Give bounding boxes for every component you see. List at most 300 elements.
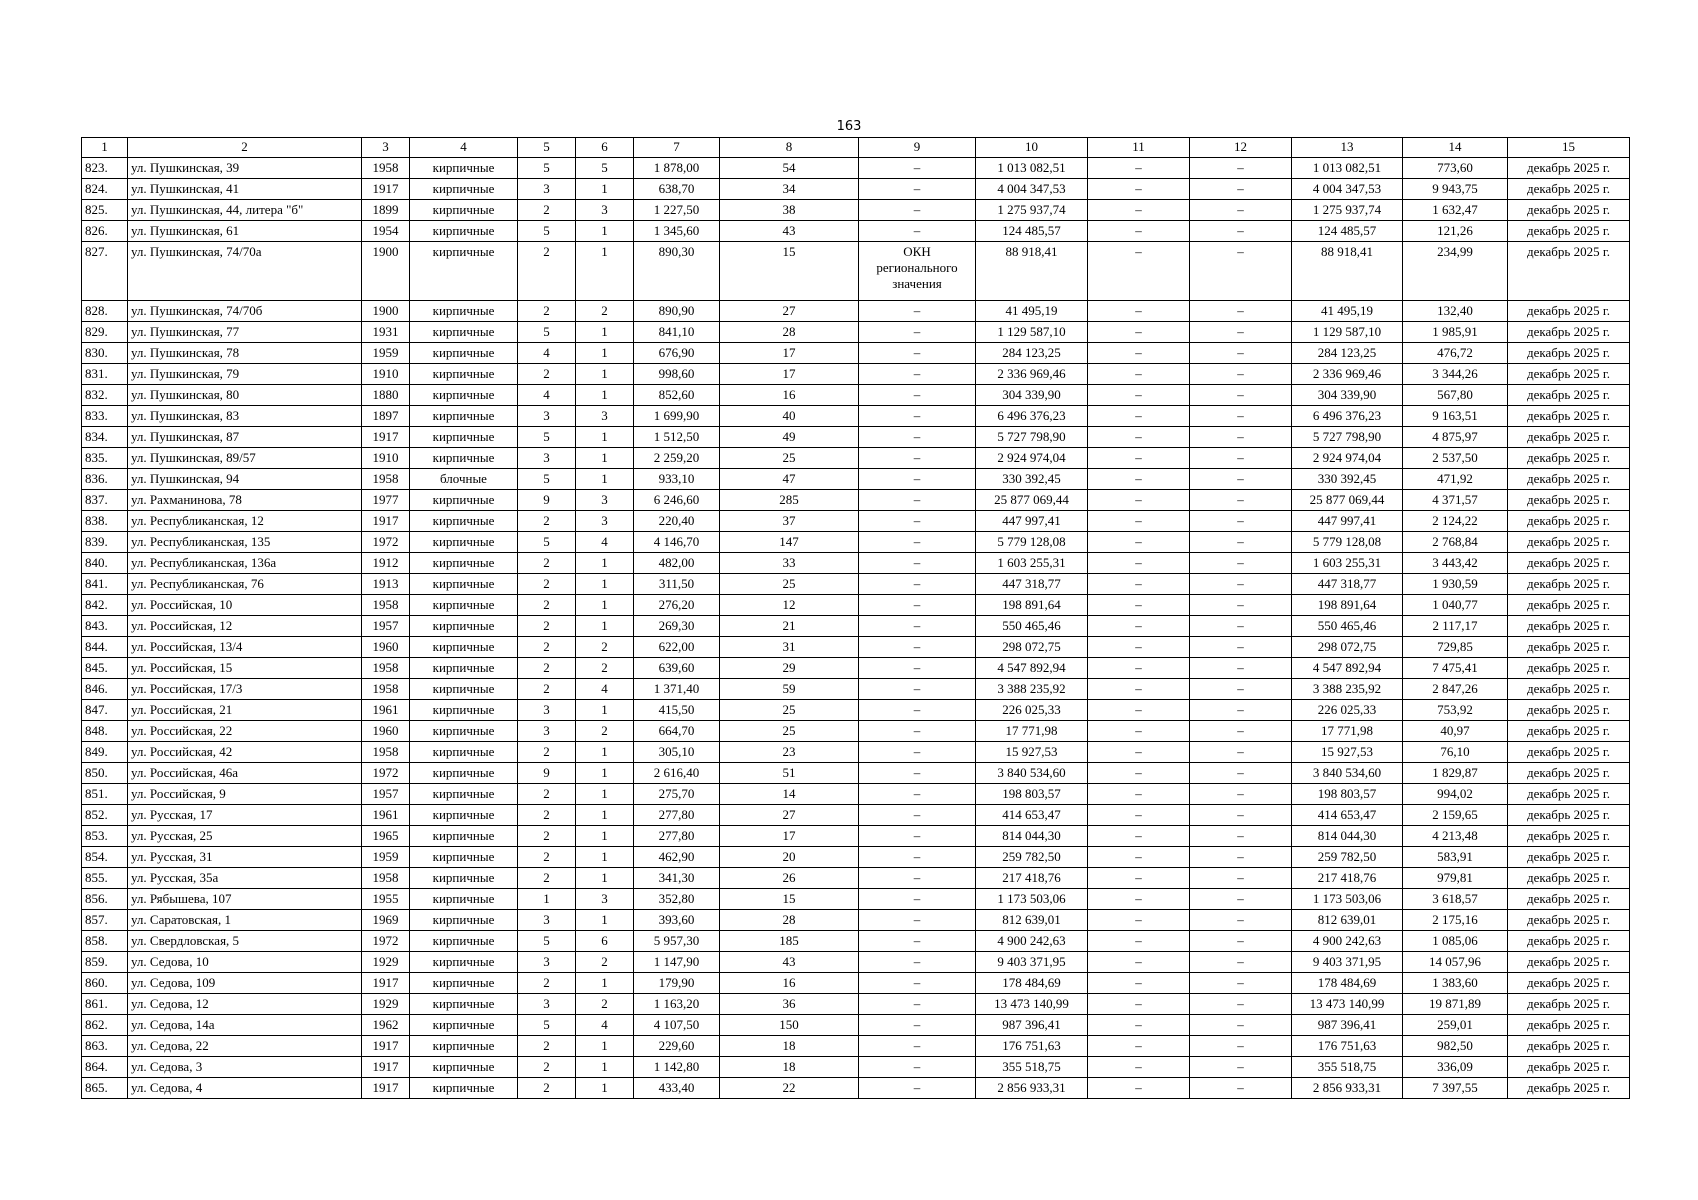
table-cell: 275,70 [634,784,720,805]
table-cell: ул. Свердловская, 5 [128,931,362,952]
table-cell: 76,10 [1403,742,1508,763]
table-cell: 178 484,69 [976,973,1088,994]
table-cell: ул. Седова, 109 [128,973,362,994]
table-row [82,889,1630,910]
table-cell: 341,30 [634,868,720,889]
table-row [82,200,1630,221]
table-cell: 19 871,89 [1403,994,1508,1015]
table-cell: 1962 [362,1015,410,1036]
table-cell: 33 [720,553,859,574]
table-cell: 1910 [362,364,410,385]
table-cell: – [859,721,976,742]
table-cell: – [859,490,976,511]
table-cell: 185 [720,931,859,952]
table-cell: 3 [576,200,634,221]
table-cell: 852,60 [634,385,720,406]
table-cell: 1 [576,322,634,343]
table-cell: ул. Пушкинская, 44, литера "б" [128,200,362,221]
table-cell: 2 336 969,46 [976,364,1088,385]
table-cell: ул. Русская, 31 [128,847,362,868]
table-cell: 2 117,17 [1403,616,1508,637]
table-cell: 3 388 235,92 [1292,679,1403,700]
table-cell: – [1190,721,1292,742]
table-cell: 855. [82,868,128,889]
column-header: 12 [1190,138,1292,158]
table-cell: 1 163,20 [634,994,720,1015]
table-cell: 1 [576,763,634,784]
table-cell: 178 484,69 [1292,973,1403,994]
column-header: 7 [634,138,720,158]
table-cell: 4 146,70 [634,532,720,553]
table-row [82,553,1630,574]
table-cell: блочные [410,469,518,490]
table-cell: 4 107,50 [634,1015,720,1036]
table-cell: декабрь 2025 г. [1508,221,1630,242]
table-cell: – [1190,511,1292,532]
table-cell: – [1190,490,1292,511]
table-cell: – [1190,1036,1292,1057]
column-header: 13 [1292,138,1403,158]
table-cell: – [1190,322,1292,343]
table-cell: – [1088,158,1190,179]
table-cell: 2 [518,679,576,700]
table-cell: декабрь 2025 г. [1508,910,1630,931]
table-cell: декабрь 2025 г. [1508,721,1630,742]
table-cell: кирпичные [410,511,518,532]
table-cell: 23 [720,742,859,763]
table-cell: 1917 [362,179,410,200]
table-cell: – [1088,721,1190,742]
table-cell: 1958 [362,469,410,490]
table-cell: 2 259,20 [634,448,720,469]
table-cell: 36 [720,994,859,1015]
table-cell: 1929 [362,994,410,1015]
table-row [82,805,1630,826]
table-row [82,658,1630,679]
table-cell: 2 [518,637,576,658]
table-cell: – [1088,427,1190,448]
table-cell: ул. Саратовская, 1 [128,910,362,931]
table-row [82,847,1630,868]
table-cell: кирпичные [410,616,518,637]
table-cell: ул. Пушкинская, 94 [128,469,362,490]
table-cell: 1 603 255,31 [976,553,1088,574]
table-cell: 4 547 892,94 [1292,658,1403,679]
table-cell: 4 [576,679,634,700]
table-cell: 2 [576,952,634,973]
table-cell: 4 004 347,53 [1292,179,1403,200]
table-cell: 1 930,59 [1403,574,1508,595]
table-cell: ул. Седова, 4 [128,1078,362,1099]
table-cell: декабрь 2025 г. [1508,322,1630,343]
table-cell: – [1088,406,1190,427]
table-cell: 5 [518,532,576,553]
table-cell: кирпичные [410,784,518,805]
table-cell: 1 [576,826,634,847]
table-cell: 812 639,01 [976,910,1088,931]
table-cell: – [1088,1015,1190,1036]
table-cell: – [1088,805,1190,826]
table-cell: 2 [518,742,576,763]
table-cell: 864. [82,1057,128,1078]
table-row [82,179,1630,200]
table-cell: – [859,973,976,994]
table-cell: – [859,784,976,805]
table-cell: 812 639,01 [1292,910,1403,931]
table-cell: ул. Российская, 42 [128,742,362,763]
table-cell: кирпичные [410,700,518,721]
table-cell: – [1088,343,1190,364]
table-cell: 890,30 [634,242,720,301]
table-cell: – [1190,973,1292,994]
table-cell: кирпичные [410,553,518,574]
table-cell: ул. Российская, 22 [128,721,362,742]
table-cell: – [859,616,976,637]
table-cell: 987 396,41 [976,1015,1088,1036]
table-cell: 3 [518,721,576,742]
table-cell: 1960 [362,637,410,658]
table-cell: 847. [82,700,128,721]
table-cell: 1958 [362,742,410,763]
table-cell: 2 [518,200,576,221]
table-cell: 47 [720,469,859,490]
table-cell: 830. [82,343,128,364]
table-cell: – [1088,1057,1190,1078]
table-cell: декабрь 2025 г. [1508,952,1630,973]
table-cell: 5 779 128,08 [1292,532,1403,553]
table-cell: 550 465,46 [976,616,1088,637]
table-cell: 447 318,77 [976,574,1088,595]
table-cell: 9 [518,763,576,784]
table-cell: – [859,847,976,868]
table-cell: ул. Седова, 3 [128,1057,362,1078]
table-cell: декабрь 2025 г. [1508,406,1630,427]
table-cell: – [1190,784,1292,805]
table-cell: ул. Российская, 13/4 [128,637,362,658]
table-cell: 1 [576,595,634,616]
table-cell: 276,20 [634,595,720,616]
table-cell: ул. Седова, 12 [128,994,362,1015]
table-cell: 5 727 798,90 [976,427,1088,448]
table-cell: – [859,700,976,721]
table-cell: – [859,952,976,973]
table-cell: – [859,385,976,406]
table-cell: 1917 [362,1078,410,1099]
table-row [82,952,1630,973]
table-cell: 5 [518,158,576,179]
table-cell: – [1190,179,1292,200]
table-cell: – [1190,658,1292,679]
table-cell: 179,90 [634,973,720,994]
table-cell: декабрь 2025 г. [1508,847,1630,868]
table-cell: кирпичные [410,952,518,973]
table-row [82,826,1630,847]
table-cell: 176 751,63 [976,1036,1088,1057]
table-cell: 150 [720,1015,859,1036]
column-header: 8 [720,138,859,158]
table-cell: 3 618,57 [1403,889,1508,910]
table-cell: 987 396,41 [1292,1015,1403,1036]
table-cell: 4 371,57 [1403,490,1508,511]
table-cell: ул. Седова, 10 [128,952,362,973]
table-cell: 1957 [362,784,410,805]
table-cell: ул. Российская, 17/3 [128,679,362,700]
table-cell: – [1190,1078,1292,1099]
table-cell: 1929 [362,952,410,973]
table-cell: 851. [82,784,128,805]
table-cell: 4 004 347,53 [976,179,1088,200]
table-cell: 88 918,41 [1292,242,1403,301]
table-cell: – [1088,301,1190,322]
table-cell: 1 [576,385,634,406]
table-cell: 859. [82,952,128,973]
table-cell: кирпичные [410,448,518,469]
table-cell: 3 443,42 [1403,553,1508,574]
table-cell: кирпичные [410,364,518,385]
table-cell: – [859,553,976,574]
table-cell: кирпичные [410,994,518,1015]
table-cell: – [859,469,976,490]
table-cell: 1 [576,805,634,826]
table-cell: кирпичные [410,889,518,910]
table-cell: ул. Пушкинская, 83 [128,406,362,427]
table-row [82,616,1630,637]
table-cell: – [1088,637,1190,658]
table-cell: 1900 [362,301,410,322]
table-cell: ул. Русская, 25 [128,826,362,847]
table-cell: 824. [82,179,128,200]
table-cell: кирпичные [410,742,518,763]
table-cell: ул. Пушкинская, 74/70а [128,242,362,301]
table-cell: 2 [576,637,634,658]
table-cell: 1 [576,427,634,448]
column-header: 1 [82,138,128,158]
table-cell: 1 147,90 [634,952,720,973]
table-cell: 1960 [362,721,410,742]
table-cell: 259 782,50 [1292,847,1403,868]
table-cell: 1955 [362,889,410,910]
table-cell: декабрь 2025 г. [1508,889,1630,910]
table-cell: – [1190,200,1292,221]
column-header: 9 [859,138,976,158]
table-cell: 3 [576,406,634,427]
table-cell: 5 [576,158,634,179]
table-cell: 834. [82,427,128,448]
table-cell: декабрь 2025 г. [1508,301,1630,322]
table-cell: 567,80 [1403,385,1508,406]
table-cell: 176 751,63 [1292,1036,1403,1057]
table-cell: – [1088,221,1190,242]
table-cell: 330 392,45 [1292,469,1403,490]
table-cell: – [1190,700,1292,721]
table-cell: кирпичные [410,679,518,700]
table-cell: 25 [720,448,859,469]
table-cell: 3 388 235,92 [976,679,1088,700]
table-cell: – [859,658,976,679]
table-cell: – [859,574,976,595]
table-cell: 841,10 [634,322,720,343]
table-cell: 447 318,77 [1292,574,1403,595]
table-cell: 2 924 974,04 [976,448,1088,469]
table-cell: 217 418,76 [976,868,1088,889]
table-cell: ул. Республиканская, 136а [128,553,362,574]
table-cell: – [1088,553,1190,574]
table-cell: 29 [720,658,859,679]
table-row [82,1078,1630,1099]
table-cell: – [1088,322,1190,343]
table-cell: 7 397,55 [1403,1078,1508,1099]
table-cell: декабрь 2025 г. [1508,931,1630,952]
table-cell: – [859,595,976,616]
table-cell: 5 [518,221,576,242]
table-cell: 933,10 [634,469,720,490]
table-cell: декабрь 2025 г. [1508,574,1630,595]
table-cell: – [1190,868,1292,889]
table-cell: 849. [82,742,128,763]
table-cell: 1969 [362,910,410,931]
table-cell: 198 891,64 [976,595,1088,616]
table-cell: кирпичные [410,1036,518,1057]
table-cell: 1 [576,179,634,200]
table-cell: 28 [720,322,859,343]
table-cell: кирпичные [410,1078,518,1099]
table-cell: 2 [518,868,576,889]
table-cell: 20 [720,847,859,868]
table-cell: 6 496 376,23 [1292,406,1403,427]
table-cell: декабрь 2025 г. [1508,973,1630,994]
table-cell: 2 [518,784,576,805]
table-cell: ул. Российская, 46а [128,763,362,784]
table-cell: – [859,158,976,179]
table-cell: декабрь 2025 г. [1508,700,1630,721]
table-cell: 1 013 082,51 [976,158,1088,179]
table-cell: – [1190,847,1292,868]
table-cell: 1 [576,700,634,721]
table-cell: 1977 [362,490,410,511]
table-cell: 4 [518,385,576,406]
table-cell: – [859,1015,976,1036]
table-cell: кирпичные [410,221,518,242]
table-cell: 1 227,50 [634,200,720,221]
table-cell: – [1190,427,1292,448]
table-cell: – [1190,406,1292,427]
table-cell: 229,60 [634,1036,720,1057]
table-cell: декабрь 2025 г. [1508,1036,1630,1057]
table-cell: ул. Рябышева, 107 [128,889,362,910]
table-cell: 865. [82,1078,128,1099]
table-cell: 355 518,75 [1292,1057,1403,1078]
table-cell: ул. Российская, 12 [128,616,362,637]
table-cell: – [859,200,976,221]
table-cell: 829. [82,322,128,343]
table-cell: 2 [518,805,576,826]
table-cell: ул. Седова, 22 [128,1036,362,1057]
table-cell: 482,00 [634,553,720,574]
table-row [82,158,1630,179]
table-cell: 994,02 [1403,784,1508,805]
table-cell: 2 [518,574,576,595]
table-row [82,427,1630,448]
table-cell: кирпичные [410,490,518,511]
table-cell: – [859,406,976,427]
table-cell: 550 465,46 [1292,616,1403,637]
table-cell: 9 943,75 [1403,179,1508,200]
table-cell: 676,90 [634,343,720,364]
table-cell: декабрь 2025 г. [1508,200,1630,221]
table-cell: 833. [82,406,128,427]
table-cell: 1 085,06 [1403,931,1508,952]
table-row [82,511,1630,532]
table-cell: 844. [82,637,128,658]
table-cell: 121,26 [1403,221,1508,242]
table-cell: – [1088,448,1190,469]
table-cell: 26 [720,868,859,889]
table-cell: 2 [518,1078,576,1099]
table-cell: – [1190,343,1292,364]
table-cell: 414 653,47 [976,805,1088,826]
table-cell: 15 [720,889,859,910]
table-cell: 9 403 371,95 [976,952,1088,973]
table-cell: декабрь 2025 г. [1508,742,1630,763]
table-cell: – [1088,179,1190,200]
table-cell: 16 [720,385,859,406]
table-cell: 336,09 [1403,1057,1508,1078]
table-cell: декабрь 2025 г. [1508,385,1630,406]
table-cell: – [859,179,976,200]
table-cell: 998,60 [634,364,720,385]
table-cell: 352,80 [634,889,720,910]
table-cell: 826. [82,221,128,242]
table-cell: 862. [82,1015,128,1036]
table-cell: 31 [720,637,859,658]
table-cell: 1959 [362,343,410,364]
table-row [82,343,1630,364]
table-cell: 13 473 140,99 [976,994,1088,1015]
table-cell: 18 [720,1057,859,1078]
table-cell: кирпичные [410,931,518,952]
table-cell: – [1190,1057,1292,1078]
table-row [82,742,1630,763]
table-row [82,868,1630,889]
table-cell: 132,40 [1403,301,1508,322]
table-cell: 21 [720,616,859,637]
table-cell: – [1088,385,1190,406]
table-cell: ул. Пушкинская, 79 [128,364,362,385]
table-cell: декабрь 2025 г. [1508,826,1630,847]
table-row [82,973,1630,994]
table-cell: 1958 [362,868,410,889]
table-cell: ул. Рахманинова, 78 [128,490,362,511]
table-cell: – [1190,469,1292,490]
table-cell: 16 [720,973,859,994]
table-cell: 1897 [362,406,410,427]
table-cell: декабрь 2025 г. [1508,242,1630,301]
table-cell: 2 [518,511,576,532]
table-cell: ул. Русская, 35а [128,868,362,889]
table-cell: 49 [720,427,859,448]
table-cell: 25 877 069,44 [976,490,1088,511]
table-cell: – [1190,242,1292,301]
table-cell: 836. [82,469,128,490]
table-cell: 2 [518,616,576,637]
table-cell: 1958 [362,679,410,700]
table-cell: 1958 [362,158,410,179]
table-cell: кирпичные [410,385,518,406]
housing-table [81,137,1630,1099]
table-cell: кирпичные [410,179,518,200]
table-row [82,595,1630,616]
table-cell: ул. Пушкинская, 61 [128,221,362,242]
